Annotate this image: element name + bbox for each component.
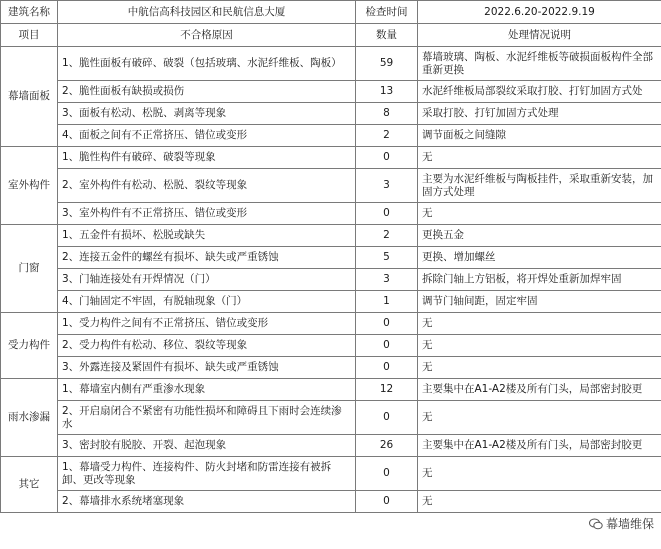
table-row <box>1 491 661 513</box>
count-cell: 0 <box>356 357 418 379</box>
count-cell: 0 <box>356 457 418 491</box>
col-reason: 不合格原因 <box>58 24 356 47</box>
category-cell: 室外构件 <box>1 147 58 225</box>
reason-cell: 1、幕墙室内侧有严重渗水现象 <box>58 379 356 401</box>
count-cell: 2 <box>356 125 418 147</box>
category-cell: 幕墙面板 <box>1 47 58 147</box>
handling-cell: 调节门轴间距，固定牢固 <box>418 291 661 313</box>
count-cell: 0 <box>356 203 418 225</box>
table-row <box>1 47 661 81</box>
handling-cell: 主要为水泥纤维板与陶板挂件，采取重新安装，加固方式处理 <box>418 169 661 203</box>
reason-cell: 3、门轴连接处有开焊情况（门） <box>58 269 356 291</box>
table-row <box>1 81 661 103</box>
count-cell: 8 <box>356 103 418 125</box>
table-row <box>1 169 661 203</box>
reason-cell: 1、幕墙受力构件、连接构件、防火封堵和防雷连接有被拆卸、更改等现象 <box>58 457 356 491</box>
reason-cell: 2、脆性面板有缺损或损伤 <box>58 81 356 103</box>
count-cell: 1 <box>356 291 418 313</box>
handling-cell: 无 <box>418 313 661 335</box>
handling-cell: 无 <box>418 457 661 491</box>
count-cell: 12 <box>356 379 418 401</box>
count-cell: 0 <box>356 401 418 435</box>
reason-cell: 2、受力构件有松动、移位、裂纹等现象 <box>58 335 356 357</box>
col-item: 项目 <box>1 24 58 47</box>
category-cell: 其它 <box>1 457 58 513</box>
column-header-row <box>1 24 661 47</box>
count-cell: 0 <box>356 313 418 335</box>
table-row <box>1 103 661 125</box>
category-cell: 受力构件 <box>1 313 58 379</box>
table-row <box>1 313 661 335</box>
reason-cell: 1、受力构件之间有不正常挤压、错位或变形 <box>58 313 356 335</box>
table-row <box>1 203 661 225</box>
watermark-text: 幕墙维保 <box>605 517 654 531</box>
handling-cell: 无 <box>418 203 661 225</box>
table-row <box>1 247 661 269</box>
col-count: 数量 <box>356 24 418 47</box>
handling-cell: 更换、增加螺丝 <box>418 247 661 269</box>
category-cell: 雨水渗漏 <box>1 379 58 457</box>
count-cell: 2 <box>356 225 418 247</box>
table-row <box>1 457 661 491</box>
count-cell: 26 <box>356 435 418 457</box>
handling-cell: 主要集中在A1-A2楼及所有门头，局部密封胶更 <box>418 435 661 457</box>
reason-cell: 2、连接五金件的螺丝有损坏、缺失或严重锈蚀 <box>58 247 356 269</box>
count-cell: 13 <box>356 81 418 103</box>
handling-cell: 无 <box>418 147 661 169</box>
handling-cell: 主要集中在A1-A2楼及所有门头，局部密封胶更 <box>418 379 661 401</box>
count-cell: 59 <box>356 47 418 81</box>
handling-cell: 幕墙玻璃、陶板、水泥纤维板等破损面板构件全部重新更换 <box>418 47 661 81</box>
count-cell: 3 <box>356 169 418 203</box>
table-row <box>1 269 661 291</box>
handling-cell: 采取打胶、打钉加固方式处理 <box>418 103 661 125</box>
table-row <box>1 335 661 357</box>
handling-cell: 水泥纤维板局部裂纹采取打胶、打钉加固方式处 <box>418 81 661 103</box>
col-handling: 处理情况说明 <box>418 24 661 47</box>
count-cell: 0 <box>356 335 418 357</box>
time-value: 2022.6.20-2022.9.19 <box>418 1 661 24</box>
watermark <box>586 514 657 533</box>
table-row <box>1 379 661 401</box>
handling-cell: 无 <box>418 491 661 513</box>
building-label: 建筑名称 <box>1 1 58 24</box>
table-row <box>1 401 661 435</box>
reason-cell: 3、面板有松动、松脱、剥离等现象 <box>58 103 356 125</box>
handling-cell: 无 <box>418 335 661 357</box>
reason-cell: 3、室外构件有不正常挤压、错位或变形 <box>58 203 356 225</box>
table-row <box>1 225 661 247</box>
header-row <box>1 1 661 24</box>
reason-cell: 1、脆性面板有破碎、破裂（包括玻璃、水泥纤维板、陶板） <box>58 47 356 81</box>
table-row <box>1 435 661 457</box>
building-value: 中航信高科技园区和民航信息大厦 <box>58 1 356 24</box>
reason-cell: 3、密封胶有脱胶、开裂、起泡现象 <box>58 435 356 457</box>
reason-cell: 1、脆性构件有破碎、破裂等现象 <box>58 147 356 169</box>
handling-cell: 拆除门轴上方铝板，将开焊处重新加焊牢固 <box>418 269 661 291</box>
count-cell: 3 <box>356 269 418 291</box>
count-cell: 0 <box>356 147 418 169</box>
table-row <box>1 357 661 379</box>
handling-cell: 无 <box>418 401 661 435</box>
table-row <box>1 147 661 169</box>
reason-cell: 3、外露连接及紧固件有损坏、缺失或严重锈蚀 <box>58 357 356 379</box>
category-cell: 门窗 <box>1 225 58 313</box>
reason-cell: 2、开启扇闭合不紧密有功能性损坏和障碍且下雨时会连续渗水 <box>58 401 356 435</box>
handling-cell: 调节面板之间缝隙 <box>418 125 661 147</box>
time-label: 检查时间 <box>356 1 418 24</box>
reason-cell: 4、门轴固定不牢固，有脱轴现象（门） <box>58 291 356 313</box>
table-row <box>1 291 661 313</box>
handling-cell: 无 <box>418 357 661 379</box>
count-cell: 0 <box>356 491 418 513</box>
handling-cell: 更换五金 <box>418 225 661 247</box>
wechat-icon <box>589 518 603 530</box>
reason-cell: 2、室外构件有松动、松脱、裂纹等现象 <box>58 169 356 203</box>
table-row <box>1 125 661 147</box>
reason-cell: 4、面板之间有不正常挤压、错位或变形 <box>58 125 356 147</box>
reason-cell: 2、幕墙排水系统堵塞现象 <box>58 491 356 513</box>
reason-cell: 1、五金件有损坏、松脱或缺失 <box>58 225 356 247</box>
count-cell: 5 <box>356 247 418 269</box>
